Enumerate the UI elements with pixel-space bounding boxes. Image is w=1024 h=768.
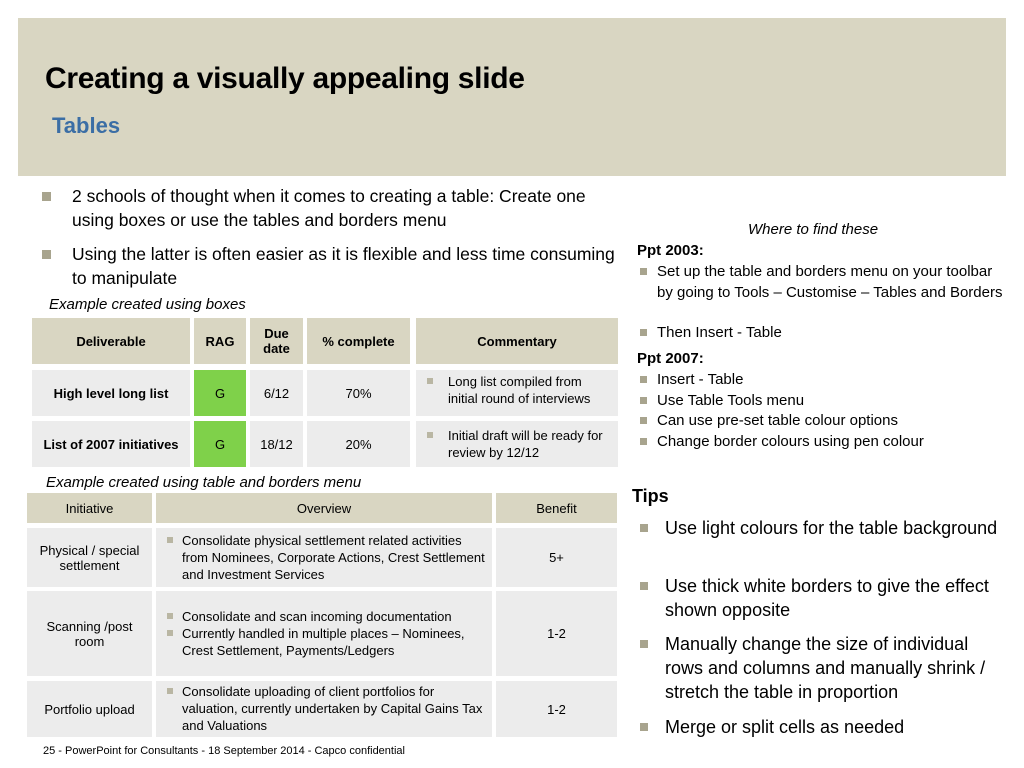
square-bullet-icon bbox=[167, 613, 173, 619]
table-cell-overview bbox=[156, 681, 492, 737]
overview-text: Consolidate uploading of client portfolios for valuation, currently undertaken by Capital Gains Tax and Valuations bbox=[182, 684, 483, 733]
table-cell-complete: 70% bbox=[307, 370, 410, 416]
table-cell-initiative: Portfolio upload bbox=[27, 681, 152, 737]
main-bullet bbox=[42, 184, 622, 232]
square-bullet-icon bbox=[640, 417, 647, 424]
square-bullet-icon bbox=[427, 432, 433, 438]
example2-caption: Example created using table and borders menu bbox=[46, 474, 362, 491]
table-header-cell: Due date bbox=[250, 318, 303, 364]
tip-item bbox=[637, 574, 1007, 622]
main-bullet-text: 2 schools of thought when it comes to creating a table: Create one using boxes or use the tables and borders menu bbox=[72, 186, 586, 230]
overview-text: Consolidate and scan incoming documentation bbox=[182, 609, 452, 624]
table-cell-benefit: 1-2 bbox=[496, 591, 617, 676]
ppt2003-item bbox=[637, 323, 1007, 344]
overview-text: Currently handled in multiple places – Nominees, Crest Settlement, Payments/Ledgers bbox=[182, 626, 465, 658]
title-band bbox=[18, 18, 1006, 176]
main-bullet-list bbox=[42, 184, 622, 300]
table-cell-commentary bbox=[416, 421, 618, 467]
table-header-cell: Initiative bbox=[27, 493, 152, 523]
table-cell-deliverable: High level long list bbox=[32, 370, 190, 416]
tip-item bbox=[637, 516, 1007, 540]
table-cell-deliverable: List of 2007 initiatives bbox=[32, 421, 190, 467]
rag-status-cell: G bbox=[194, 421, 246, 467]
main-bullet-text: Using the latter is often easier as it is flexible and less time consuming to manipulate bbox=[72, 244, 615, 288]
tip-text: Merge or split cells as needed bbox=[665, 717, 905, 737]
table-cell-due: 18/12 bbox=[250, 421, 303, 467]
ppt2007-item-text: Use Table Tools menu bbox=[657, 392, 805, 409]
table-cell-commentary bbox=[416, 370, 618, 416]
ppt2007-item bbox=[637, 432, 1007, 453]
table-cell-benefit: 5+ bbox=[496, 528, 617, 587]
table-cell-benefit: 1-2 bbox=[496, 681, 617, 737]
tip-text: Manually change the size of individual rows and columns and manually shrink / stretch the table in proportion bbox=[665, 634, 986, 702]
square-bullet-icon bbox=[42, 192, 51, 201]
square-bullet-icon bbox=[640, 268, 647, 275]
square-bullet-icon bbox=[640, 329, 647, 336]
square-bullet-icon bbox=[167, 688, 173, 694]
ppt2007-label: Ppt 2007: bbox=[637, 350, 704, 367]
table-header-cell: RAG bbox=[194, 318, 246, 364]
table-header-cell: % complete bbox=[307, 318, 410, 364]
table-cell-complete: 20% bbox=[307, 421, 410, 467]
square-bullet-icon bbox=[167, 537, 173, 543]
ppt2007-item bbox=[637, 411, 1007, 432]
table-cell-due: 6/12 bbox=[250, 370, 303, 416]
ppt2007-item-text: Insert - Table bbox=[657, 371, 744, 388]
square-bullet-icon bbox=[640, 524, 648, 532]
square-bullet-icon bbox=[640, 376, 647, 383]
table-cell-overview bbox=[156, 528, 492, 587]
slide-footer: 25 - PowerPoint for Consultants - 18 September 2014 - Capco confidential bbox=[43, 745, 405, 757]
overview-text: Consolidate physical settlement related activities from Nominees, Corporate Actions, Crest Settlement and Investment Services bbox=[182, 533, 485, 582]
ppt2003-item-text: Set up the table and borders menu on your toolbar by going to Tools – Customise – Tables and Borders bbox=[657, 263, 1003, 301]
square-bullet-icon bbox=[640, 438, 647, 445]
table-header-cell: Overview bbox=[156, 493, 492, 523]
square-bullet-icon bbox=[167, 630, 173, 636]
slide-title: Creating a visually appealing slide bbox=[45, 62, 525, 95]
table-cell-initiative: Scanning /post room bbox=[27, 591, 152, 676]
tip-item bbox=[637, 715, 1007, 739]
where-heading: Where to find these bbox=[748, 221, 879, 238]
tip-text: Use light colours for the table background bbox=[665, 518, 998, 538]
tip-item bbox=[637, 632, 1007, 704]
ppt2007-item bbox=[637, 391, 1007, 412]
slide-subtitle: Tables bbox=[52, 113, 121, 138]
ppt2007-item bbox=[637, 370, 1007, 391]
square-bullet-icon bbox=[640, 582, 648, 590]
table-header-cell: Commentary bbox=[416, 318, 618, 364]
square-bullet-icon bbox=[640, 397, 647, 404]
example1-caption: Example created using boxes bbox=[49, 296, 246, 313]
ppt2003-item-text: Then Insert - Table bbox=[657, 324, 782, 341]
main-bullet bbox=[42, 242, 622, 290]
table-cell-initiative: Physical / special settlement bbox=[27, 528, 152, 587]
commentary-text: Long list compiled from initial round of interviews bbox=[448, 374, 591, 406]
tips-heading: Tips bbox=[632, 486, 669, 506]
ppt2003-label: Ppt 2003: bbox=[637, 242, 704, 259]
ppt2007-item-text: Change border colours using pen colour bbox=[657, 433, 924, 450]
square-bullet-icon bbox=[427, 378, 433, 384]
table-header-cell: Deliverable bbox=[32, 318, 190, 364]
ppt2007-item-text: Can use pre-set table colour options bbox=[657, 412, 898, 429]
square-bullet-icon bbox=[42, 250, 51, 259]
commentary-text: Initial draft will be ready for review by 12/12 bbox=[448, 428, 603, 460]
table-header-cell: Benefit bbox=[496, 493, 617, 523]
tip-text: Use thick white borders to give the effect shown opposite bbox=[665, 576, 989, 620]
square-bullet-icon bbox=[640, 723, 648, 731]
square-bullet-icon bbox=[640, 640, 648, 648]
table-cell-overview bbox=[156, 591, 492, 676]
ppt2003-item bbox=[637, 262, 1007, 303]
rag-status-cell: G bbox=[194, 370, 246, 416]
